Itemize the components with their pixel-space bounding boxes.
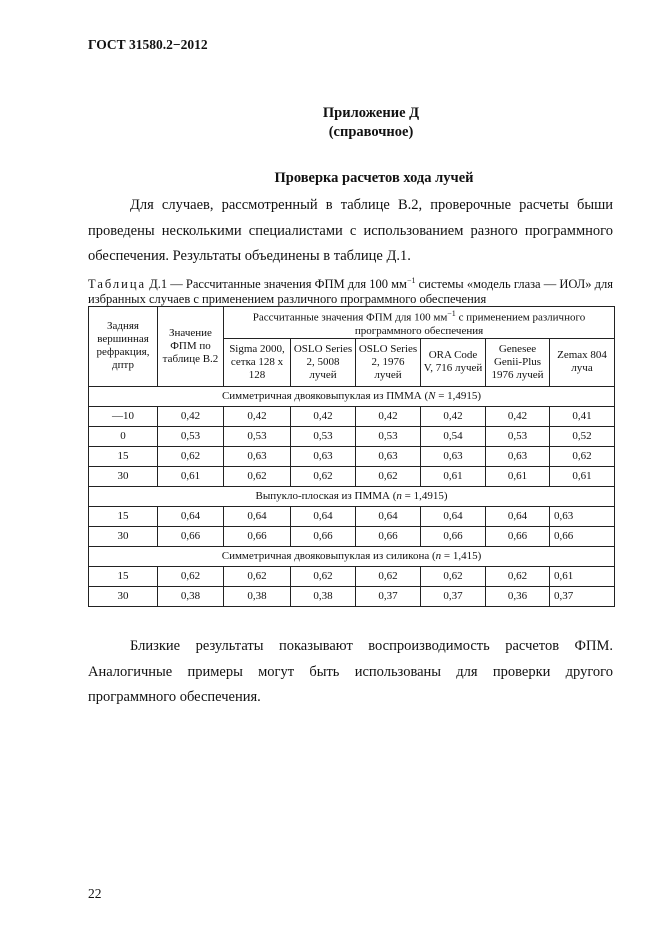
table-cell: 0,37	[356, 586, 421, 606]
table-caption-superscript: −1	[406, 276, 416, 285]
table-cell: 0,42	[224, 406, 291, 426]
refraction-column-header: Задняя вершинная рефракция, дптр	[89, 307, 158, 387]
results-table	[88, 306, 615, 607]
table-row	[89, 406, 615, 426]
intro-text: Для случаев, рассмотренный в таблице В.2, проверочные расчеты быши проведены несколькими специалистами с использованием разного программного обеспечения. Результаты объединены в таблице Д.1.	[88, 197, 613, 264]
table-cell: 0,37	[550, 586, 615, 606]
table-cell: 0,42	[158, 406, 224, 426]
table-cell: 15	[89, 566, 158, 586]
table-cell: 0,42	[356, 406, 421, 426]
table-row	[89, 566, 615, 586]
table-cell: 30	[89, 586, 158, 606]
table-cell: 0,61	[486, 466, 550, 486]
table-cell: 0,62	[224, 566, 291, 586]
table-cell: 0,63	[356, 446, 421, 466]
table-row	[89, 446, 615, 466]
software-group-header-before: Рассчитанные значения ФПМ для 100 мм	[252, 311, 448, 324]
table-cell: 30	[89, 466, 158, 486]
table-row	[89, 526, 615, 546]
table-cell: 0,66	[158, 526, 224, 546]
table-cell: 0,62	[291, 466, 356, 486]
table-cell: 0,62	[291, 566, 356, 586]
group-label-silicone-biconvex: Симметричная двояковыпуклая из силикона (n = 1,415)	[89, 546, 615, 566]
table-row	[89, 466, 615, 486]
table-cell: 0,64	[158, 506, 224, 526]
table-cell: 0,66	[421, 526, 486, 546]
software-header: Genesee Genii-Plus 1976 лучей	[486, 338, 550, 386]
table-cell: 0,62	[550, 446, 615, 466]
table-cell: —10	[89, 406, 158, 426]
software-header: ORA Code V, 716 лучей	[421, 338, 486, 386]
table-cell: 0,52	[550, 426, 615, 446]
table-row	[89, 426, 615, 446]
software-header: Sigma 2000, сетка 128 x 128	[224, 338, 291, 386]
table-cell: 0,61	[421, 466, 486, 486]
table-cell: 0,63	[486, 446, 550, 466]
table-cell: 0,53	[356, 426, 421, 446]
table-cell: 0,64	[421, 506, 486, 526]
conclusion-paragraph	[88, 634, 613, 711]
table-cell: 0,62	[158, 446, 224, 466]
software-group-header	[224, 307, 615, 339]
reference-mtf-column-header: Значение ФПМ по таблице В.2	[158, 307, 224, 387]
page-number: 22	[88, 886, 102, 901]
group-label-pmma-biconvex: Симметричная двояковыпуклая из ПММА (N = 1,4915)	[89, 386, 615, 406]
table-cell: 0,66	[356, 526, 421, 546]
table-cell: 0,63	[550, 506, 615, 526]
appendix-title: Приложение Д	[322, 105, 420, 121]
table-cell: 0,36	[486, 586, 550, 606]
table-cell: 0,66	[486, 526, 550, 546]
table-row	[89, 586, 615, 606]
table-cell: 0,38	[158, 586, 224, 606]
table-cell: 0,62	[356, 566, 421, 586]
table-cell: 0,53	[158, 426, 224, 446]
intro-paragraph	[88, 193, 613, 270]
table-cell: 0,66	[224, 526, 291, 546]
table-cell: 0	[89, 426, 158, 446]
software-header: OSLO Series 2, 5008 лучей	[291, 338, 356, 386]
table-cell: 0,61	[550, 566, 615, 586]
table-cell: 0,37	[421, 586, 486, 606]
section-title: Проверка расчетов хода лучей	[274, 170, 474, 186]
table-cell: 0,53	[486, 426, 550, 446]
software-group-header-after: с применением различного программного обеспечения	[354, 311, 586, 337]
software-header: Zemax 804 луча	[550, 338, 615, 386]
table-cell: 0,38	[224, 586, 291, 606]
appendix-subtitle: (справочное)	[328, 124, 414, 140]
table-cell: 0,62	[421, 566, 486, 586]
group-label-pmma-convex-plano: Выпукло-плоская из ПММА (n = 1,4915)	[89, 486, 615, 506]
table-cell: 0,42	[486, 406, 550, 426]
table-cell: 30	[89, 526, 158, 546]
table-cell: 0,42	[291, 406, 356, 426]
table-cell: 0,64	[224, 506, 291, 526]
appendix-heading	[0, 104, 661, 142]
table-cell: 0,53	[291, 426, 356, 446]
table-cell: 0,61	[550, 466, 615, 486]
software-group-header-sup: −1	[447, 309, 456, 318]
table-cell: 15	[89, 446, 158, 466]
software-header: OSLO Series 2, 1976 лучей	[356, 338, 421, 386]
table-cell: 0,38	[291, 586, 356, 606]
table-caption-label: Таблица	[88, 277, 147, 292]
table-cell: 0,41	[550, 406, 615, 426]
conclusion-text: Близкие результаты показывают воспроизводимость расчетов ФПМ. Аналогичные примеры могут быть использованы для проверки другого программного обеспечения.	[88, 638, 613, 705]
table-cell: 0,63	[224, 446, 291, 466]
table-cell: 0,62	[356, 466, 421, 486]
document-code-header: ГОСТ 31580.2−2012	[88, 37, 208, 52]
table-cell: 0,53	[224, 426, 291, 446]
table-cell: 0,66	[291, 526, 356, 546]
table-caption	[88, 273, 613, 307]
table-cell: 0,61	[158, 466, 224, 486]
table-cell: 0,62	[158, 566, 224, 586]
table-cell: 0,63	[421, 446, 486, 466]
table-cell: 0,64	[356, 506, 421, 526]
table-row	[89, 506, 615, 526]
table-cell: 0,66	[550, 526, 615, 546]
table-cell: 0,54	[421, 426, 486, 446]
table-cell: 0,42	[421, 406, 486, 426]
table-cell: 0,64	[486, 506, 550, 526]
table-cell: 0,62	[486, 566, 550, 586]
table-cell: 0,64	[291, 506, 356, 526]
table-cell: 15	[89, 506, 158, 526]
table-cell: 0,63	[291, 446, 356, 466]
table-cell: 0,62	[224, 466, 291, 486]
table-caption-text-before: Д.1 — Рассчитанные значения ФПМ для 100 мм	[149, 277, 407, 292]
table-caption-text-after: системы «модель глаза — ИОЛ» для избранных случаев с применением различного программного обеспечения	[88, 277, 614, 307]
